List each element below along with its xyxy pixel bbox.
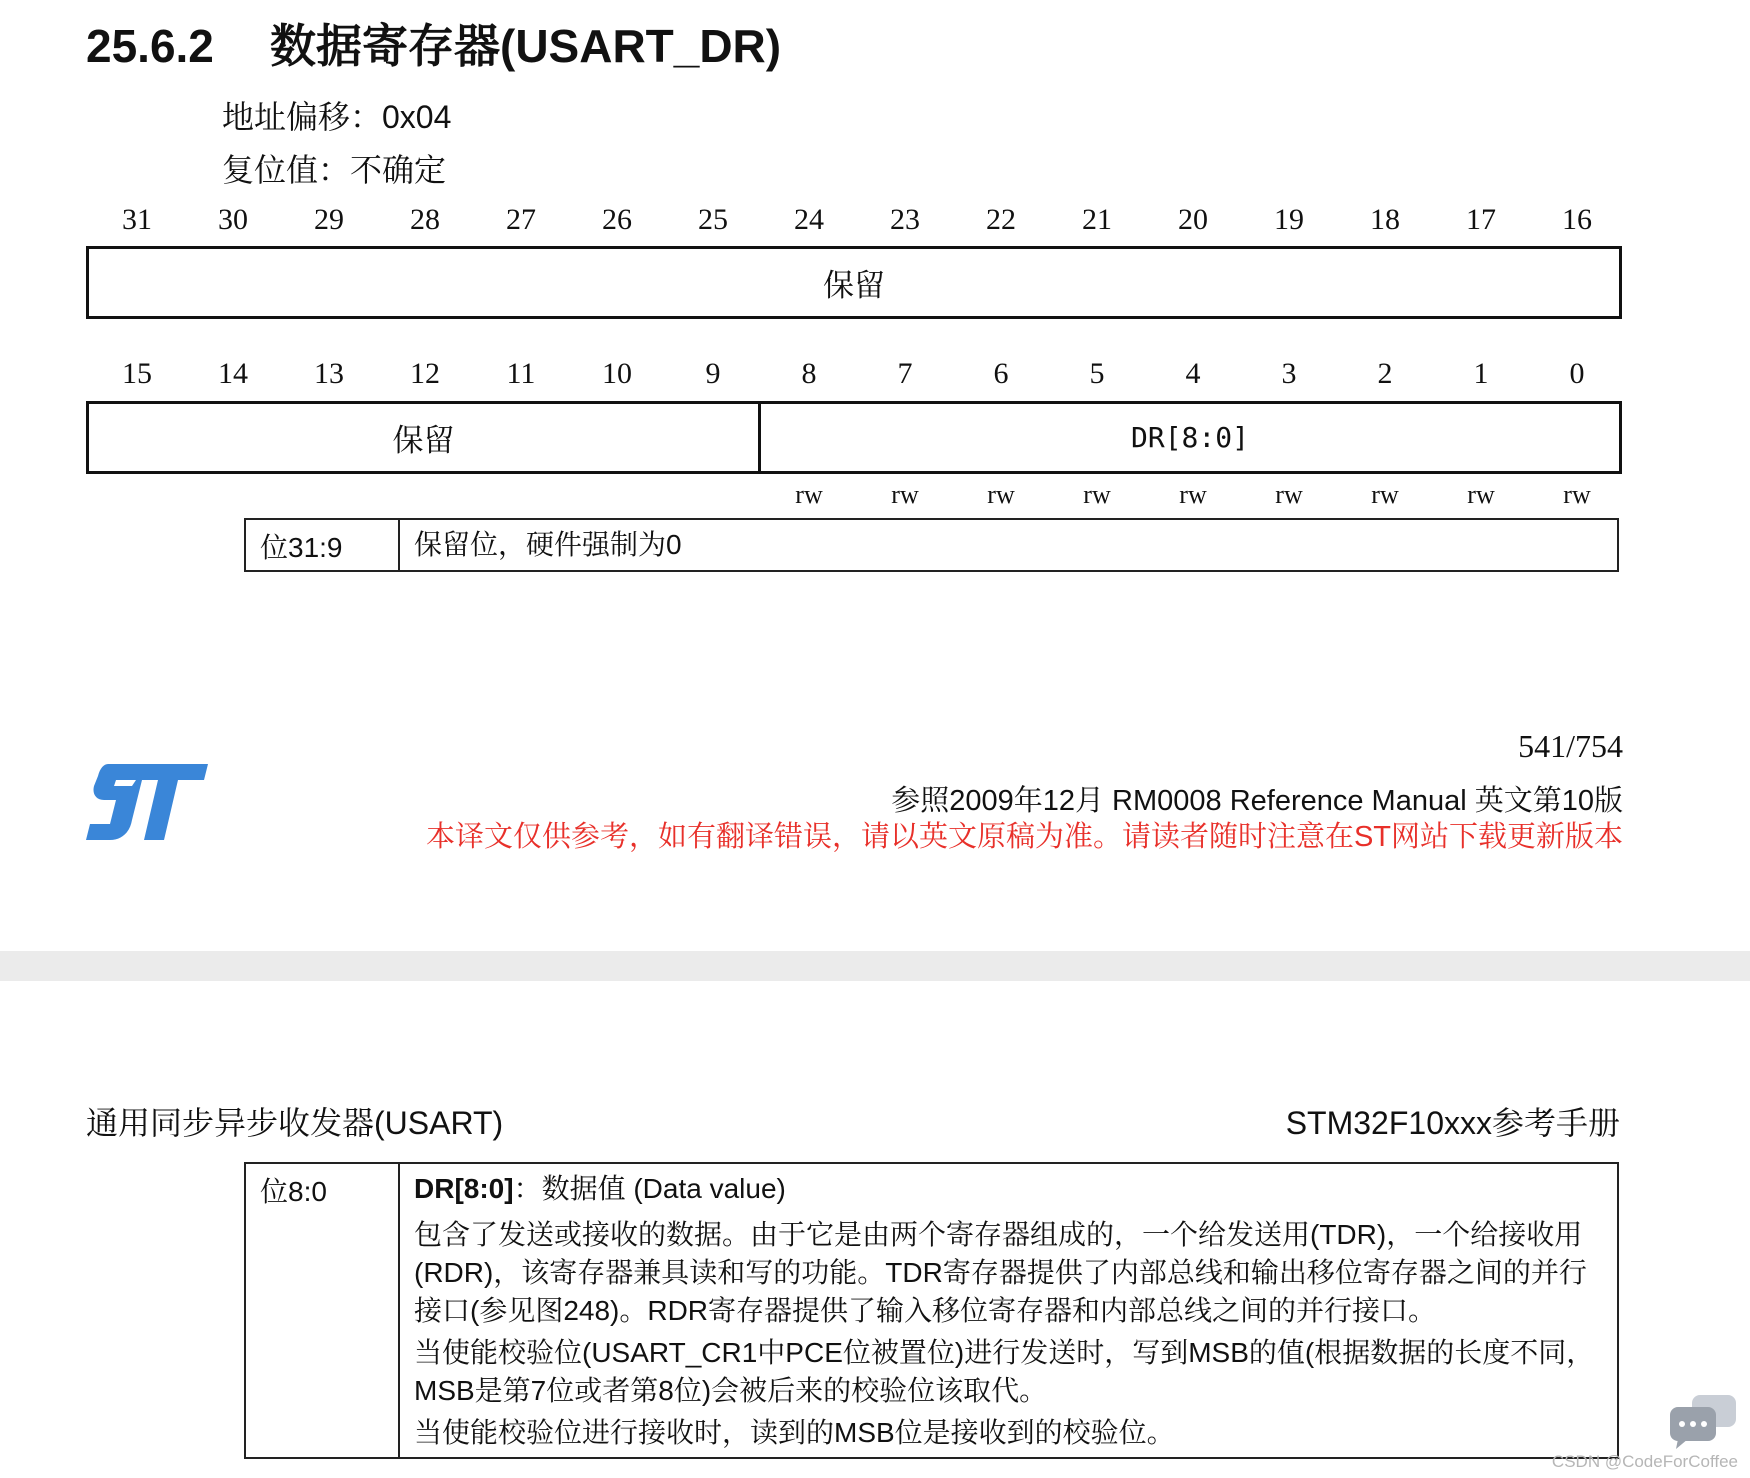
bit-number: 17 xyxy=(1466,203,1496,236)
access-rw: rw xyxy=(891,480,919,509)
bit-number: 12 xyxy=(410,357,440,390)
description-paragraph: 当使能校验位(USART_CR1中PCE位被置位)进行发送时，写到MSB的值(根据数据的长度不同，MSB是第7位或者第8位)会被后来的校验位该取代。 xyxy=(414,1337,1595,1406)
access-rw: rw xyxy=(1467,480,1495,509)
bit-number: 5 xyxy=(1089,357,1105,390)
bit-number: 30 xyxy=(218,203,248,236)
reserved-field-upper: 保留 xyxy=(86,246,1622,319)
bit-number: 21 xyxy=(1082,203,1112,236)
bit-number: 24 xyxy=(794,203,824,236)
page-header-right: STM32F10xxx参考手册 xyxy=(1285,1105,1620,1141)
bit-number: 23 xyxy=(890,203,920,236)
bit-number: 20 xyxy=(1178,203,1208,236)
bit-number: 14 xyxy=(218,357,248,390)
bits-31-9-row xyxy=(244,518,1619,572)
dr-field: DR[8:0] xyxy=(758,401,1622,474)
page-header-left: 通用同步异步收发器(USART) xyxy=(86,1105,504,1141)
bits-8-0-row xyxy=(244,1162,1619,1459)
bit-number: 22 xyxy=(986,203,1016,236)
bit-number: 0 xyxy=(1569,357,1585,390)
page-number: 541/754 xyxy=(1518,728,1623,764)
bit-number: 27 xyxy=(506,203,536,236)
bit-number: 16 xyxy=(1562,203,1592,236)
bit-number: 2 xyxy=(1377,357,1393,390)
section-number: 25.6.2 xyxy=(86,20,214,72)
chat-icon[interactable] xyxy=(1668,1393,1738,1451)
description-paragraph: 包含了发送或接收的数据。由于它是由两个寄存器组成的，一个给发送用(TDR)，一个给接收用(RDR)，该寄存器兼具读和写的功能。TDR寄存器提供了内部总线和输出移位寄存器之间的并行接口(参见图248)。RDR寄存器提供了输入移位寄存器和内部总线之间的并行接口。 xyxy=(414,1219,1587,1326)
bits-31-9-desc: 保留位，硬件强制为0 xyxy=(414,529,682,560)
bit-number: 15 xyxy=(122,357,152,390)
bit-number: 8 xyxy=(801,357,817,390)
field-name: DR[8:0] xyxy=(414,1173,514,1204)
page-separator xyxy=(0,951,1750,981)
bit-number: 18 xyxy=(1370,203,1400,236)
access-rw: rw xyxy=(1179,480,1207,509)
bit-number: 9 xyxy=(705,357,721,390)
bit-number: 4 xyxy=(1185,357,1201,390)
bit-number: 13 xyxy=(314,357,344,390)
access-rw: rw xyxy=(1275,480,1303,509)
bit-number: 6 xyxy=(993,357,1009,390)
bit-number: 29 xyxy=(314,203,344,236)
bits-8-0-desc xyxy=(400,1164,1617,1457)
access-rw: rw xyxy=(1563,480,1591,509)
section-name: 数据寄存器(USART_DR) xyxy=(270,20,782,72)
address-offset: 地址偏移：0x04 xyxy=(222,99,452,135)
bit-number: 11 xyxy=(506,357,536,390)
bit-number: 28 xyxy=(410,203,440,236)
reset-value: 复位值：不确定 xyxy=(222,152,447,188)
access-rw: rw xyxy=(1083,480,1111,509)
bits-31-9-label: 位31:9 xyxy=(246,520,400,570)
bit-number: 26 xyxy=(602,203,632,236)
bits-8-0-label: 位8:0 xyxy=(246,1164,400,1457)
bit-number: 1 xyxy=(1473,357,1489,390)
bit-number: 19 xyxy=(1274,203,1304,236)
access-rw: rw xyxy=(795,480,823,509)
description-paragraph: 当使能校验位进行接收时，读到的MSB位是接收到的校验位。 xyxy=(414,1417,1175,1448)
watermark: CSDN @CodeForCoffee xyxy=(1551,1452,1738,1471)
translation-notice: 本译文仅供参考，如有翻译错误，请以英文原稿为准。请读者随时注意在ST网站下载更新版本 xyxy=(425,821,1623,853)
section-title xyxy=(86,10,781,76)
bit-number: 25 xyxy=(698,203,728,236)
bit-number: 31 xyxy=(122,203,152,236)
bit-number: 7 xyxy=(897,357,913,390)
field-description: ：数据值 (Data value) xyxy=(513,1173,786,1204)
access-rw: rw xyxy=(1371,480,1399,509)
st-logo xyxy=(86,762,210,842)
reserved-field-lower: 保留 xyxy=(86,401,761,474)
bit-number: 10 xyxy=(602,357,632,390)
access-rw: rw xyxy=(987,480,1015,509)
reference-line: 参照2009年12月 RM0008 Reference Manual 英文第10版 xyxy=(891,785,1623,817)
bit-number: 3 xyxy=(1281,357,1297,390)
